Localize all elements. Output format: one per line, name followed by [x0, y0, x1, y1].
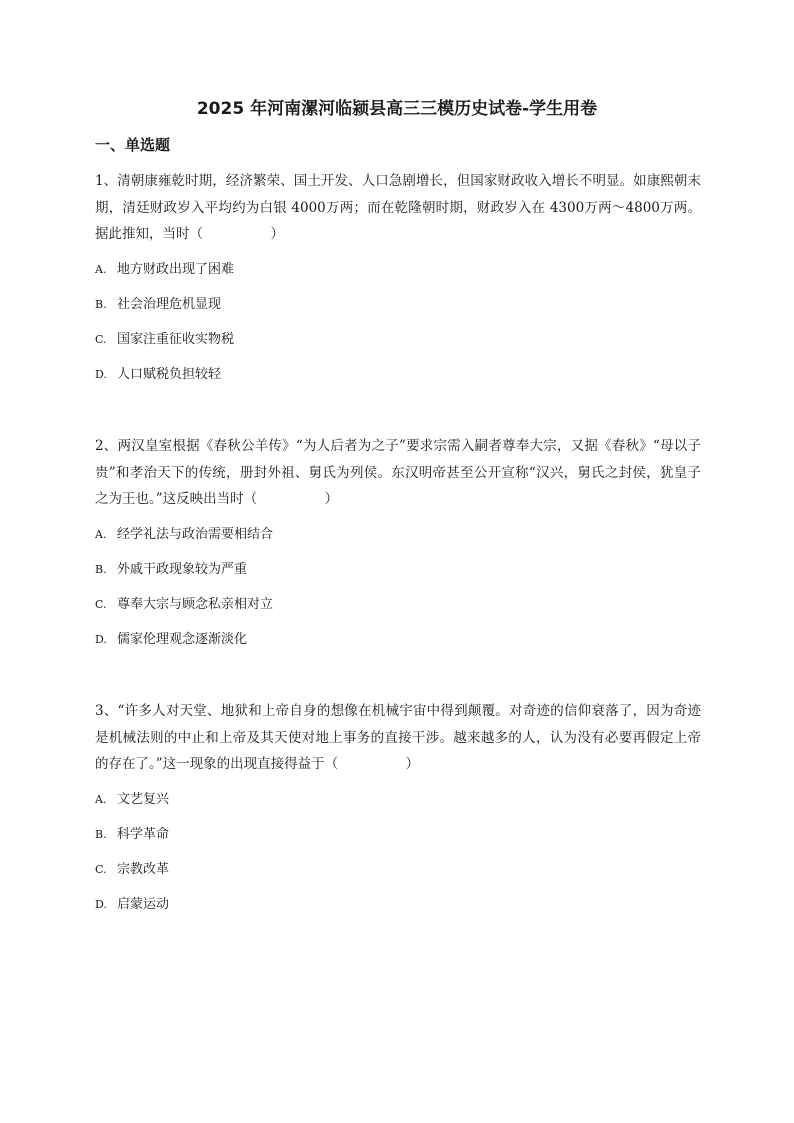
option-text: 外戚干政现象较为严重 [117, 562, 248, 577]
option-letter: A. [95, 528, 107, 541]
section-heading: 一、单选题 [95, 136, 171, 154]
option-c[interactable] [95, 330, 234, 350]
option-letter: D. [95, 633, 107, 646]
option-text: 宗教改革 [117, 862, 170, 877]
option-text: 社会治理危机显现 [117, 297, 222, 312]
option-letter: B. [95, 828, 107, 841]
question-stem: 3、“许多人对天堂、地狱和上帝自身的想像在机械宇宙中得到颠覆。对奇迹的信仰衰落了，因为奇迹是机械法则的中止和上帝及其天使对地上事务的直接干涉。越来越多的人，认为没有必要再假定上帝的存在了。”这一现象的出现直接得益于（ ） [95, 703, 701, 772]
option-text: 尊奉大宗与顾念私亲相对立 [117, 597, 274, 612]
option-letter: C. [95, 598, 107, 611]
option-d[interactable] [95, 365, 221, 385]
option-d[interactable] [95, 630, 247, 650]
option-a[interactable] [95, 525, 273, 545]
question-1 [95, 168, 701, 398]
option-text: 文艺复兴 [117, 792, 170, 807]
option-a[interactable] [95, 790, 169, 810]
option-letter: B. [95, 563, 107, 576]
option-text: 科学革命 [117, 827, 170, 842]
option-letter: C. [95, 863, 107, 876]
option-text: 人口赋税负担较轻 [117, 367, 222, 382]
option-text: 地方财政出现了困难 [117, 262, 235, 277]
option-letter: A. [95, 263, 107, 276]
question-2 [95, 433, 701, 663]
option-c[interactable] [95, 595, 273, 615]
option-d[interactable] [95, 895, 169, 915]
question-3 [95, 698, 701, 928]
option-letter: A. [95, 793, 107, 806]
option-letter: D. [95, 368, 107, 381]
question-stem: 1、清朝康雍乾时期，经济繁荣、国土开发、人口急剧增长，但国家财政收入增长不明显。如康熙朝末期，清廷财政岁入平均约为白银 4000万两；而在乾隆朝时期，财政岁入在 4300万两～4800万两。据此推知，当时（ ） [95, 173, 701, 242]
option-text: 国家注重征收实物税 [117, 332, 235, 347]
question-stem: 2、两汉皇室根据《春秋公羊传》“为人后者为之子”要求宗需入嗣者尊奉大宗，又据《春秋》“母以子贵”和孝治天下的传统，册封外祖、舅氏为列侯。东汉明帝甚至公开宣称“汉兴，舅氏之封侯，犹皇子之为王也。”这反映出当时（ ） [95, 438, 701, 507]
option-b[interactable] [95, 825, 169, 845]
option-letter: C. [95, 333, 107, 346]
option-text: 经学礼法与政治需要相结合 [117, 527, 274, 542]
option-text: 启蒙运动 [117, 897, 170, 912]
option-b[interactable] [95, 560, 247, 580]
option-letter: B. [95, 298, 107, 311]
option-c[interactable] [95, 860, 169, 880]
option-b[interactable] [95, 295, 221, 315]
document-title: 2025 年河南漯河临颍县高三三模历史试卷-学生用卷 [196, 99, 598, 119]
option-letter: D. [95, 898, 107, 911]
option-a[interactable] [95, 260, 234, 280]
option-text: 儒家伦理观念逐渐淡化 [117, 632, 248, 647]
